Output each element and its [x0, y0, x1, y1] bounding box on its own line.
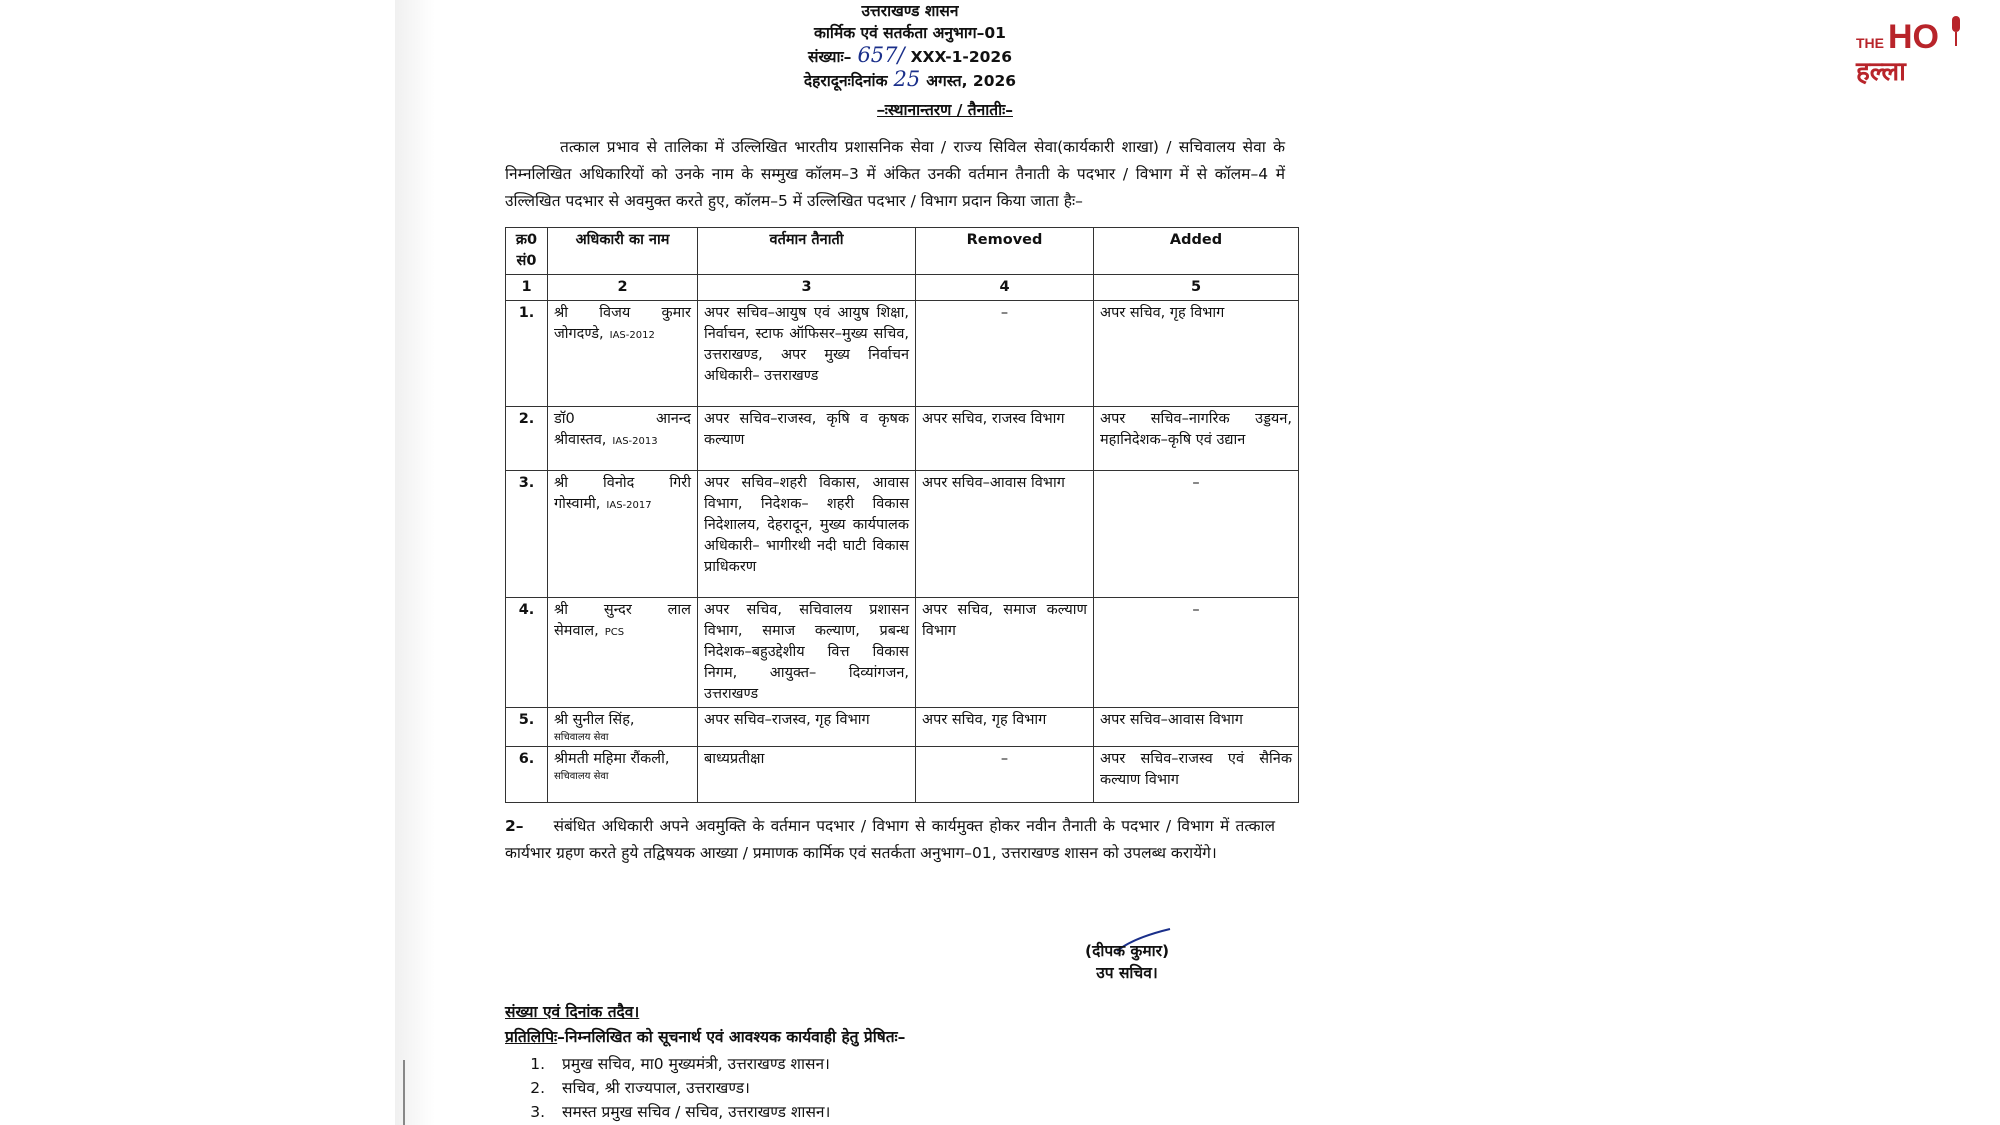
letter-number	[525, 44, 1295, 68]
table-header-row	[506, 228, 1299, 275]
col-header-removed: Removed	[916, 228, 1094, 275]
letter-date	[525, 68, 1295, 92]
row-current-posting: बाध्यप्रतीक्षा	[698, 747, 916, 803]
officer-name: श्री विजय कुमार जोगदण्डे,	[554, 305, 691, 342]
row-removed: –	[916, 747, 1094, 803]
page-shadow	[395, 0, 435, 1125]
row-officer-name	[548, 407, 698, 471]
same-number-text: संख्या एवं दिनांक तदैव।	[505, 1003, 640, 1021]
govt-name: उत्तराखण्ड शासन	[861, 2, 959, 20]
row-removed: अपर सचिव, गृह विभाग	[916, 708, 1094, 747]
clause-text: संबंधित अधिकारी अपने अवमुक्ति के वर्तमान पदभार / विभाग से कार्यमुक्त होकर नवीन तैनाती के पदभार / विभाग में तत्काल कार्यभार ग्रहण करते हुये तद्विषयक आख्या / प्रमाणक कार्मिक एवं सतर्कता अनुभाग–01, उत्तराखण्ड शासन को उपलब्ध करायेंगे।	[505, 817, 1275, 862]
date-label: देहरादूनःदिनांक	[803, 72, 888, 90]
logo-ho: HO	[1888, 18, 1939, 56]
row-sn: 5.	[506, 708, 548, 747]
handwritten-date: 25	[893, 67, 921, 91]
same-number-line	[505, 1000, 905, 1025]
section-name: कार्मिक एवं सतर्कता अनुभाग–01	[814, 24, 1006, 42]
col-number: 3	[698, 275, 916, 301]
signatory-designation: उप सचिव।	[1096, 964, 1158, 982]
row-current-posting: अपर सचिव–आयुष एवं आयुष शिक्षा, निर्वाचन, स्टाफ ऑफिसर–मुख्य सचिव, उत्तराखण्ड, अपर मुख्य निर्वाचन अधिकारी– उत्तराखण्ड	[698, 301, 916, 407]
officer-service: PCS	[604, 627, 625, 638]
footer-block	[505, 1000, 905, 1124]
officer-name: श्री विनोद गिरी गोस्वामी,	[554, 475, 691, 512]
table-row	[506, 301, 1299, 407]
document-header	[525, 0, 1295, 92]
row-added: अपर सचिव, गृह विभाग	[1094, 301, 1299, 407]
the-hallaa-logo	[1852, 8, 1972, 88]
officer-service: सचिवालय सेवा	[554, 732, 609, 743]
list-item: 1. प्रमुख सचिव, मा0 मुख्यमंत्री, उत्तराखण्ड शासन।	[550, 1052, 905, 1076]
row-added: अपर सचिव–नागरिक उड्डयन, महानिदेशक–कृषि एवं उद्यान	[1094, 407, 1299, 471]
handwritten-number: 657/	[857, 43, 905, 67]
table-row	[506, 708, 1299, 747]
officer-service: IAS-2013	[612, 436, 658, 447]
officer-name: श्री सुन्दर लाल सेमवाल,	[554, 602, 691, 639]
officer-service: IAS-2017	[606, 500, 652, 511]
officer-service: IAS-2012	[609, 330, 655, 341]
number-label: संख्याः–	[808, 48, 852, 66]
table-colnum-row	[506, 275, 1299, 301]
copy-list	[505, 1052, 905, 1124]
mic-stand-icon	[1955, 32, 1957, 46]
row-removed: अपर सचिव, राजस्व विभाग	[916, 407, 1094, 471]
page-edge	[403, 1060, 405, 1125]
logo-graphic	[1852, 8, 1972, 88]
row-added: –	[1094, 471, 1299, 598]
row-removed: –	[916, 301, 1094, 407]
col-header-name: अधिकारी का नाम	[548, 228, 698, 275]
row-current-posting: अपर सचिव, सचिवालय प्रशासन विभाग, समाज कल्याण, प्रबन्ध निदेशक–बहुउद्देशीय वित्त विकास निगम, आयुक्त– दिव्यांगजन, उत्तराखण्ड	[698, 598, 916, 708]
row-current-posting: अपर सचिव–राजस्व, कृषि व कृषक कल्याण	[698, 407, 916, 471]
document-page	[505, 0, 1295, 1125]
col-number: 4	[916, 275, 1094, 301]
row-added: –	[1094, 598, 1299, 708]
table-row	[506, 598, 1299, 708]
col-header-added: Added	[1094, 228, 1299, 275]
copy-label: प्रतिलिपिः	[505, 1028, 558, 1046]
signatory-name: (दीपक कुमार)	[1085, 942, 1170, 960]
officer-name: डॉ0 आनन्द श्रीवास्तव,	[554, 411, 691, 448]
table-row	[506, 471, 1299, 598]
row-sn: 6.	[506, 747, 548, 803]
row-officer-name	[548, 747, 698, 803]
clause-2	[505, 813, 1275, 867]
transfer-table	[505, 227, 1299, 803]
copy-line	[505, 1025, 905, 1050]
col-number: 5	[1094, 275, 1299, 301]
row-current-posting: अपर सचिव–शहरी विकास, आवास विभाग, निदेशक– शहरी विकास निदेशालय, देहरादून, मुख्य कार्यपालक अधिकारी– भागीरथी नदी घाटी विकास प्राधिकरण	[698, 471, 916, 598]
row-removed: अपर सचिव, समाज कल्याण विभाग	[916, 598, 1094, 708]
list-item: 2. सचिव, श्री राज्यपाल, उत्तराखण्ड।	[550, 1076, 905, 1100]
row-officer-name	[548, 301, 698, 407]
row-sn: 1.	[506, 301, 548, 407]
col-header-sn: क्र0 सं0	[506, 228, 548, 275]
table-row	[506, 407, 1299, 471]
number-suffix: XXX-1-2026	[910, 48, 1012, 66]
row-removed: अपर सचिव–आवास विभाग	[916, 471, 1094, 598]
officer-service: सचिवालय सेवा	[554, 771, 609, 782]
officer-name: श्री सुनील सिंह,	[554, 712, 635, 728]
table-row	[506, 747, 1299, 803]
col-number: 1	[506, 275, 548, 301]
row-added: अपर सचिव–आवास विभाग	[1094, 708, 1299, 747]
col-number: 2	[548, 275, 698, 301]
date-suffix: अगस्त, 2026	[926, 72, 1017, 90]
mic-icon	[1952, 16, 1960, 32]
row-current-posting: अपर सचिव–राजस्व, गृह विभाग	[698, 708, 916, 747]
list-item: 3. समस्त प्रमुख सचिव / सचिव, उत्तराखण्ड शासन।	[550, 1100, 905, 1124]
clause-number: 2–	[505, 817, 524, 835]
row-sn: 3.	[506, 471, 548, 598]
copy-text: –निम्नलिखित को सूचनार्थ एवं आवश्यक कार्यवाही हेतु प्रेषितः–	[557, 1028, 906, 1046]
logo-the: THE	[1856, 35, 1884, 51]
row-officer-name	[548, 598, 698, 708]
row-officer-name	[548, 708, 698, 747]
officer-name: श्रीमती महिमा रौंकली,	[554, 751, 670, 767]
row-officer-name	[548, 471, 698, 598]
intro-paragraph: तत्काल प्रभाव से तालिका में उल्लिखित भारतीय प्रशासनिक सेवा / राज्य सिविल सेवा(कार्यकारी शाखा) / सचिवालय सेवा के निम्नलिखित अधिकारियों को उनके नाम के सम्मुख कॉलम–3 में अंकित उनकी वर्तमान तैनाती के पदभार / विभाग में से कॉलम–4 में उल्लिखित पदभार से अवमुक्त करते हुए, कॉलम–5 में उल्लिखित पदभार / विभाग प्रदान किया जाता हैः–	[505, 138, 1285, 210]
col-header-current: वर्तमान तैनाती	[698, 228, 916, 275]
logo-hindi: हल्ला	[1856, 57, 1906, 87]
row-sn: 2.	[506, 407, 548, 471]
row-sn: 4.	[506, 598, 548, 708]
subject-line: –ःस्थानान्तरण / तैनातीः–	[877, 101, 1013, 119]
signature-block	[1085, 940, 1169, 984]
row-added: अपर सचिव–राजस्व एवं सैनिक कल्याण विभाग	[1094, 747, 1299, 803]
